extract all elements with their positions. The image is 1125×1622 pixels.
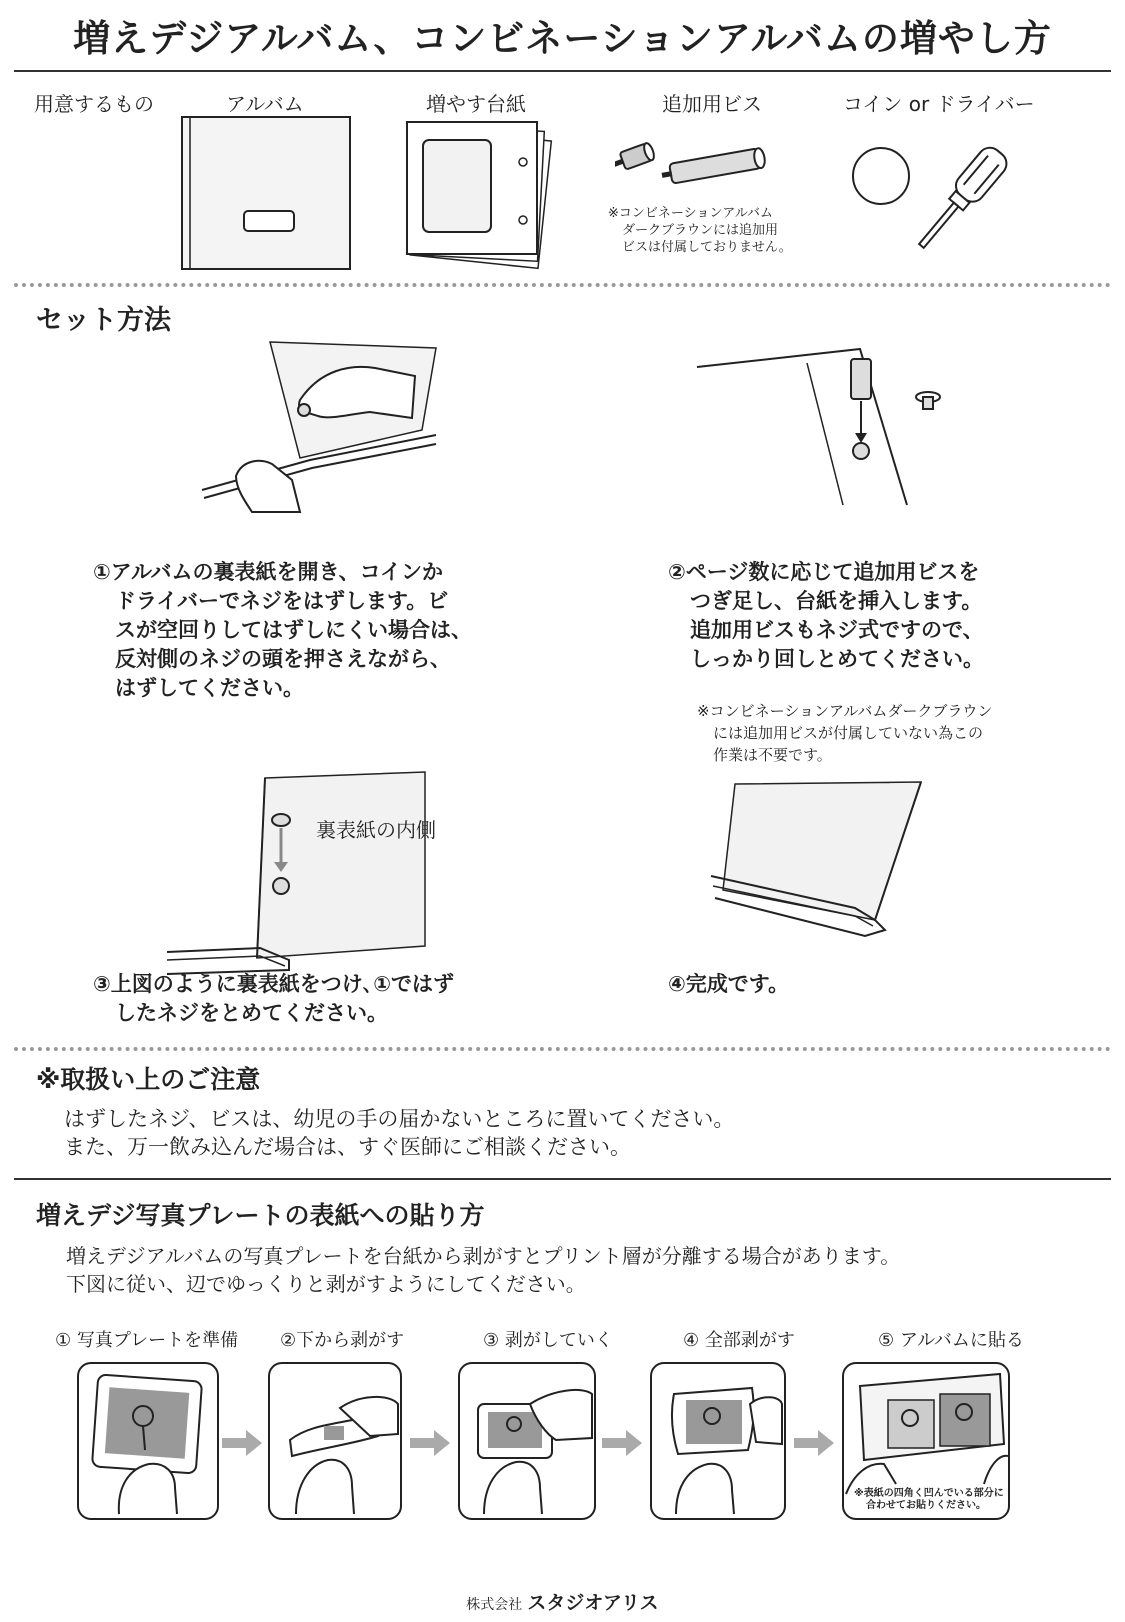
caution-line: また、万一飲み込んだ場合は、すぐ医師にご相談ください。	[64, 1135, 631, 1159]
screw-note	[608, 205, 808, 256]
plate-step5-note-line: ※表紙の四角く凹んでいる部分に	[854, 1488, 1004, 1499]
screw-note-line: ダークブラウンには追加用	[622, 223, 779, 238]
page-title: 増えデジアルバム、コンビネーションアルバムの増やし方	[73, 17, 1052, 60]
plate-step2-label: ②下から剥がす	[280, 1330, 405, 1351]
step1-line: はずしてください。	[115, 676, 304, 700]
album-illustration	[180, 115, 352, 273]
caution-line: はずしたネジ、ビスは、幼児の手の届かないところに置いてください。	[64, 1107, 735, 1131]
prep-item-album: アルバム	[226, 92, 304, 116]
plate-step5-note-line: 合わせてお貼りください。	[866, 1500, 986, 1511]
caution-text	[64, 1105, 734, 1161]
step3-illustration	[165, 768, 435, 983]
step1-line: スが空回りしてはずしにくい場合は、	[115, 618, 472, 642]
step2-note-line: には追加用ビスが付属していない為この	[713, 724, 984, 742]
step2-line: 追加用ビスもネジ式ですので、	[690, 618, 984, 642]
step2-note-line: 作業は不要です。	[713, 746, 832, 764]
step2-text	[668, 558, 984, 674]
step2-note	[697, 700, 992, 766]
prep-heading: 用意するもの	[34, 92, 154, 116]
plate-step4-box	[650, 1362, 786, 1520]
plate-step5-label: ⑤ アルバムに貼る	[878, 1330, 1024, 1351]
plate-heading: 増えデジ写真プレートの表紙への貼り方	[36, 1201, 485, 1230]
set-heading: セット方法	[36, 305, 171, 336]
section-divider	[14, 1047, 1111, 1051]
step2-line: ②ページ数に応じて追加用ビスを	[668, 560, 980, 584]
step2-illustration	[695, 345, 975, 520]
plate-step5-note	[854, 1488, 1004, 1512]
title-divider	[14, 70, 1111, 72]
arrow-icon	[222, 1430, 262, 1456]
section-divider	[14, 283, 1111, 287]
section-divider	[14, 1178, 1111, 1180]
plate-step3-box	[458, 1362, 596, 1520]
footer-company	[0, 1588, 1125, 1615]
back-inside-label: 裏表紙の内側	[316, 818, 436, 842]
arrow-icon	[602, 1430, 642, 1456]
step2-note-line: ※コンビネーションアルバムダークブラウン	[697, 702, 993, 720]
plate-step1-label: ① 写真プレートを準備	[55, 1330, 239, 1351]
step2-line: つぎ足し、台紙を挿入します。	[690, 589, 983, 613]
footer-company-name: スタジオアリス	[527, 1592, 659, 1614]
step1-illustration	[200, 340, 440, 520]
coin-illustration	[850, 145, 912, 207]
plate-line: 増えデジアルバムの写真プレートを台紙から剥がすとプリント層が分離する場合があります。	[66, 1244, 901, 1268]
plate-step4-label: ④ 全部剥がす	[683, 1330, 795, 1351]
prep-item-tools: コイン or ドライバー	[843, 92, 1035, 116]
plate-step3-label: ③ 剥がしていく	[483, 1330, 613, 1351]
arrow-icon	[410, 1430, 450, 1456]
plate-step1-box	[77, 1362, 219, 1520]
step3-line: したネジをとめてください。	[115, 1001, 388, 1025]
screw-illustration	[615, 130, 775, 190]
step1-line: ①アルバムの裏表紙を開き、コインか	[93, 560, 443, 584]
plate-step2-box	[268, 1362, 402, 1520]
step4-text: ④完成です。	[668, 972, 790, 996]
screw-note-line: ビスは付属しておりません。	[622, 240, 792, 255]
plate-line: 下図に従い、辺でゆっくりと剥がすようにしてください。	[66, 1272, 586, 1296]
plate-text	[66, 1242, 900, 1298]
step4-illustration	[705, 780, 945, 940]
prep-item-pages: 増やす台紙	[426, 92, 526, 116]
step2-line: しっかり回しとめてください。	[690, 647, 984, 671]
step3-line: ③上図のように裏表紙をつけ､①ではず	[93, 972, 455, 996]
step1-line: ドライバーでネジをはずします。ビ	[115, 589, 449, 613]
prep-item-screws: 追加用ビス	[662, 92, 762, 116]
step3-text	[93, 970, 454, 1028]
plate-step5-box	[842, 1362, 1010, 1520]
page-sheets-illustration	[405, 120, 565, 275]
footer-company-prefix: 株式会社	[466, 1597, 523, 1613]
step1-text	[93, 558, 472, 703]
screwdriver-illustration	[905, 140, 1015, 260]
caution-heading: ※取扱い上のご注意	[36, 1065, 261, 1094]
step1-line: 反対側のネジの頭を押さえながら、	[115, 647, 451, 671]
screw-note-line: ※コンビネーションアルバム	[608, 206, 773, 221]
arrow-icon	[794, 1430, 834, 1456]
